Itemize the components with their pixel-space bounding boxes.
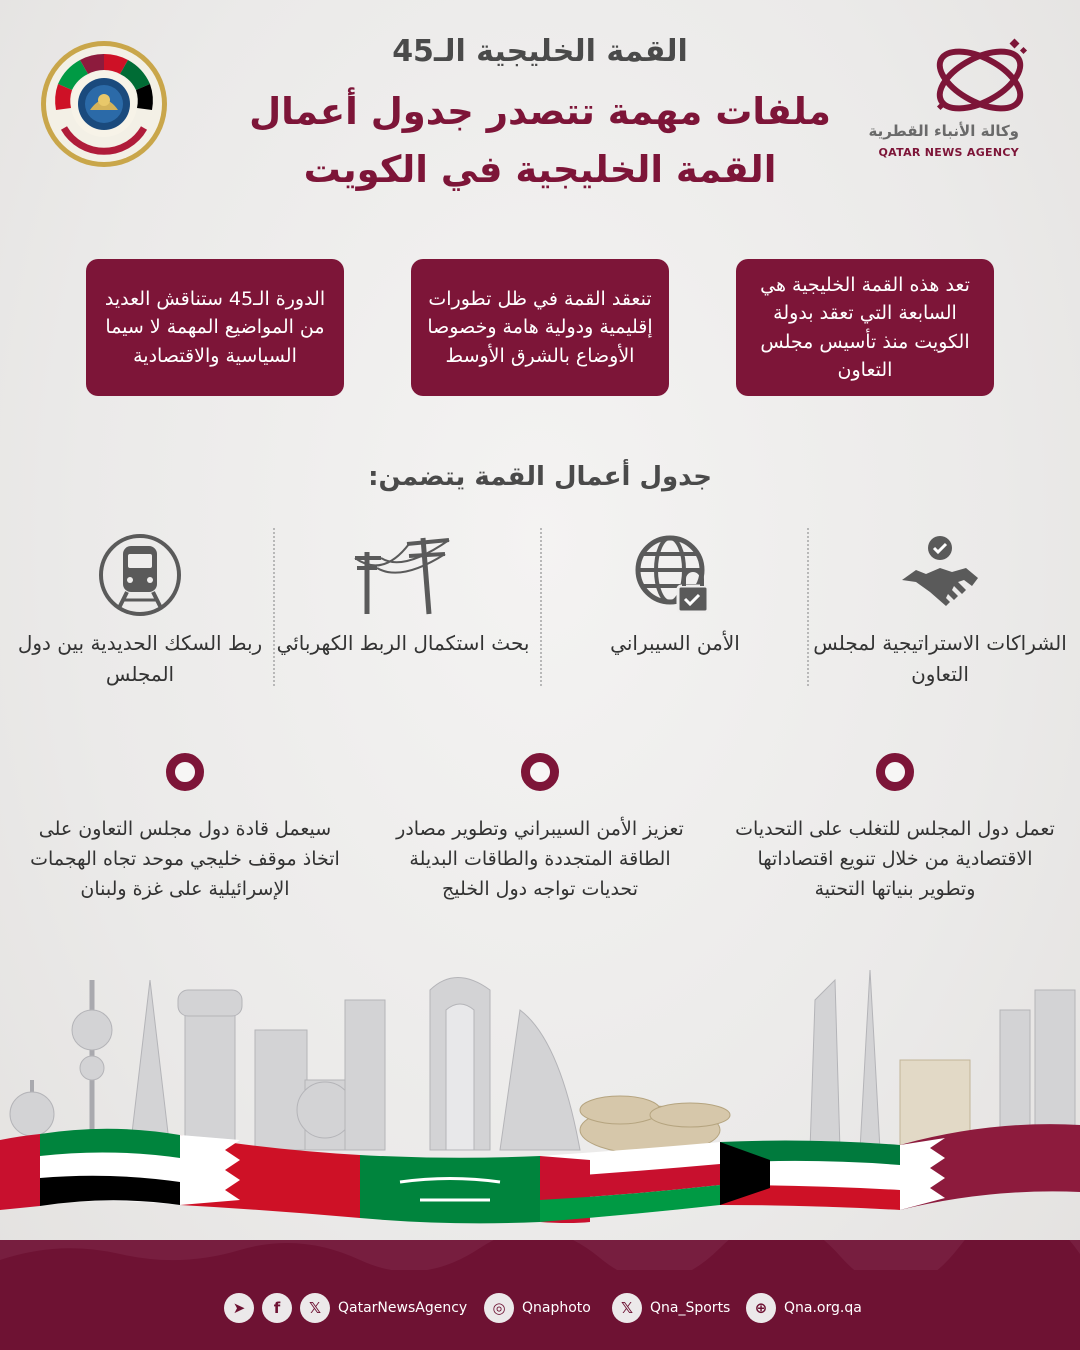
fact-card-seventh-summit: تعد هذه القمة الخليجية هي السابعة التي تعقد بدولة الكويت منذ تأسيس مجلس التعاون	[736, 259, 994, 396]
x-icon[interactable]: 𝕏	[612, 1293, 642, 1323]
saudi-flag	[360, 1155, 540, 1223]
power-line-icon	[268, 532, 538, 622]
handshake-icon	[805, 532, 1075, 622]
instagram-icon[interactable]: ◎	[484, 1293, 514, 1323]
qna-name-english: QATAR NEWS AGENCY	[878, 146, 1019, 159]
agenda-heading: جدول أعمال القمة يتضمن:	[368, 462, 712, 492]
social-group-qnaphoto[interactable]	[484, 1290, 591, 1326]
agenda-item-railway: ربط السكك الحديدية بين دول المجلس	[17, 631, 263, 686]
qna-logo	[868, 36, 1055, 166]
x-icon[interactable]: 𝕏	[300, 1293, 330, 1323]
social-group-website[interactable]	[746, 1290, 862, 1326]
fact-card-regional-developments: تنعقد القمة في ظل تطورات إقليمية ودولية هامة وخصوصا الأوضاع بالشرق الأوسط	[411, 259, 669, 396]
train-icon	[5, 532, 275, 622]
bullet-ring-icon	[166, 753, 204, 791]
social-handle[interactable]: Qnaphoto	[522, 1300, 591, 1316]
agenda-item-cyber-security: الأمن السيبراني	[610, 631, 740, 655]
agenda-item-partnerships: الشراكات الاستراتيجية لمجلس التعاون	[813, 631, 1067, 686]
web-icon[interactable]: ⊕	[746, 1293, 776, 1323]
goal-economic-challenges: تعمل دول المجلس للتغلب على التحديات الاقتصادية من خلال تنويع اقتصاداتها وتطوير بنياتها التحتية	[735, 818, 1055, 900]
qna-name-arabic: وكالة الأنباء القطرية	[868, 122, 1019, 140]
agenda-item-power-grid: بحث استكمال الربط الكهربائي	[276, 631, 530, 655]
goal-unified-position: سيعمل قادة دول مجلس التعاون على اتخاذ موقف خليجي موحد تجاه الهجمات الإسرائيلية على غزة ولبنان	[30, 818, 340, 900]
facebook-icon[interactable]: f	[262, 1293, 292, 1323]
gcc-summit-emblem	[40, 40, 168, 168]
bullet-ring-icon	[521, 753, 559, 791]
social-group-qna-sports[interactable]	[612, 1290, 730, 1326]
globe-lock-icon	[540, 532, 810, 622]
goal-cyber-energy: تعزيز الأمن السيبراني وتطوير مصادر الطاقة المتجددة والطاقات البديلة تحديات تواجه دول الخليج	[396, 818, 684, 900]
page-title-line-2: القمة الخليجية في الكويت	[303, 148, 777, 191]
social-group-qatarnewsagency[interactable]	[224, 1290, 467, 1326]
page-title-line-1: ملفات مهمة تتصدر جدول أعمال	[249, 90, 831, 133]
uae-flag	[0, 1129, 180, 1210]
telegram-icon[interactable]: ➤	[224, 1293, 254, 1323]
summit-kicker: القمة الخليجية الـ45	[392, 34, 688, 69]
qna-logo-mark-icon	[905, 36, 1055, 126]
bullet-ring-icon	[876, 753, 914, 791]
social-handle[interactable]: QatarNewsAgency	[338, 1300, 468, 1316]
fact-card-session-topics: الدورة الـ45 ستناقش العديد من المواضيع المهمة لا سيما السياسية والاقتصادية	[86, 259, 344, 396]
kuwait-flag	[720, 1141, 900, 1210]
social-handle[interactable]: Qna_Sports	[650, 1300, 731, 1316]
social-handle[interactable]: Qna.org.qa	[784, 1300, 862, 1316]
oman-flag	[540, 1142, 720, 1223]
gulf-skyline-illustration	[0, 960, 1080, 1240]
